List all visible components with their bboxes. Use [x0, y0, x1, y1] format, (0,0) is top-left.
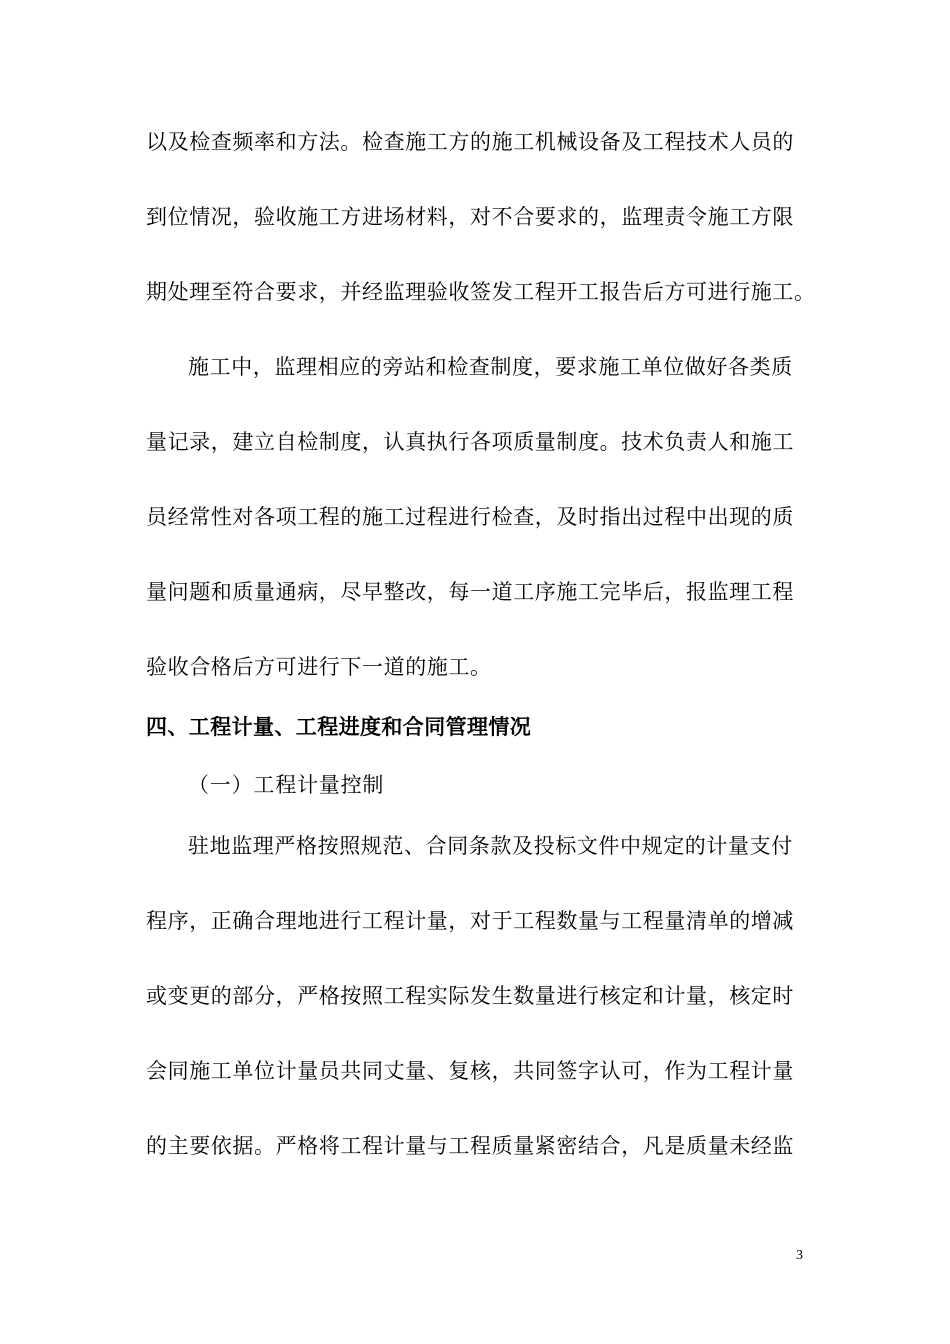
paragraph-line: 期处理至符合要求，并经监理验收签发工程开工报告后方可进行施工。: [146, 280, 816, 304]
paragraph-line: 程序，正确合理地进行工程计量，对于工程数量与工程量清单的增减: [146, 909, 794, 933]
paragraph-line: 量问题和质量通病，尽早整改，每一道工序施工完毕后，报监理工程: [146, 580, 794, 604]
section-heading: 四、工程计量、工程进度和合同管理情况: [146, 715, 532, 739]
paragraph-line: 到位情况，验收施工方进场材料，对不合要求的，监理责令施工方限: [146, 205, 794, 229]
paragraph-line: 员经常性对各项工程的施工过程进行检查，及时指出过程中出现的质: [146, 505, 794, 529]
paragraph-line: 会同施工单位计量员共同丈量、复核，共同签字认可，作为工程计量: [146, 1059, 794, 1083]
paragraph-line: 的主要依据。严格将工程计量与工程质量紧密结合，凡是质量未经监: [146, 1134, 794, 1158]
paragraph-line: 量记录，建立自检制度，认真执行各项质量制度。技术负责人和施工: [146, 430, 794, 454]
page-number: 3: [796, 1248, 803, 1263]
paragraph-line: 以及检查频率和方法。检查施工方的施工机械设备及工程技术人员的: [146, 130, 794, 154]
paragraph-line: 或变更的部分，严格按照工程实际发生数量进行核定和计量，核定时: [146, 984, 794, 1008]
paragraph-line: 驻地监理严格按照规范、合同条款及投标文件中规定的计量支付: [188, 834, 793, 858]
paragraph-line: 验收合格后方可进行下一道的施工。: [146, 655, 492, 679]
subsection-heading: （一）工程计量控制: [188, 773, 385, 797]
paragraph-line: 施工中，监理相应的旁站和检查制度，要求施工单位做好各类质: [188, 355, 793, 379]
